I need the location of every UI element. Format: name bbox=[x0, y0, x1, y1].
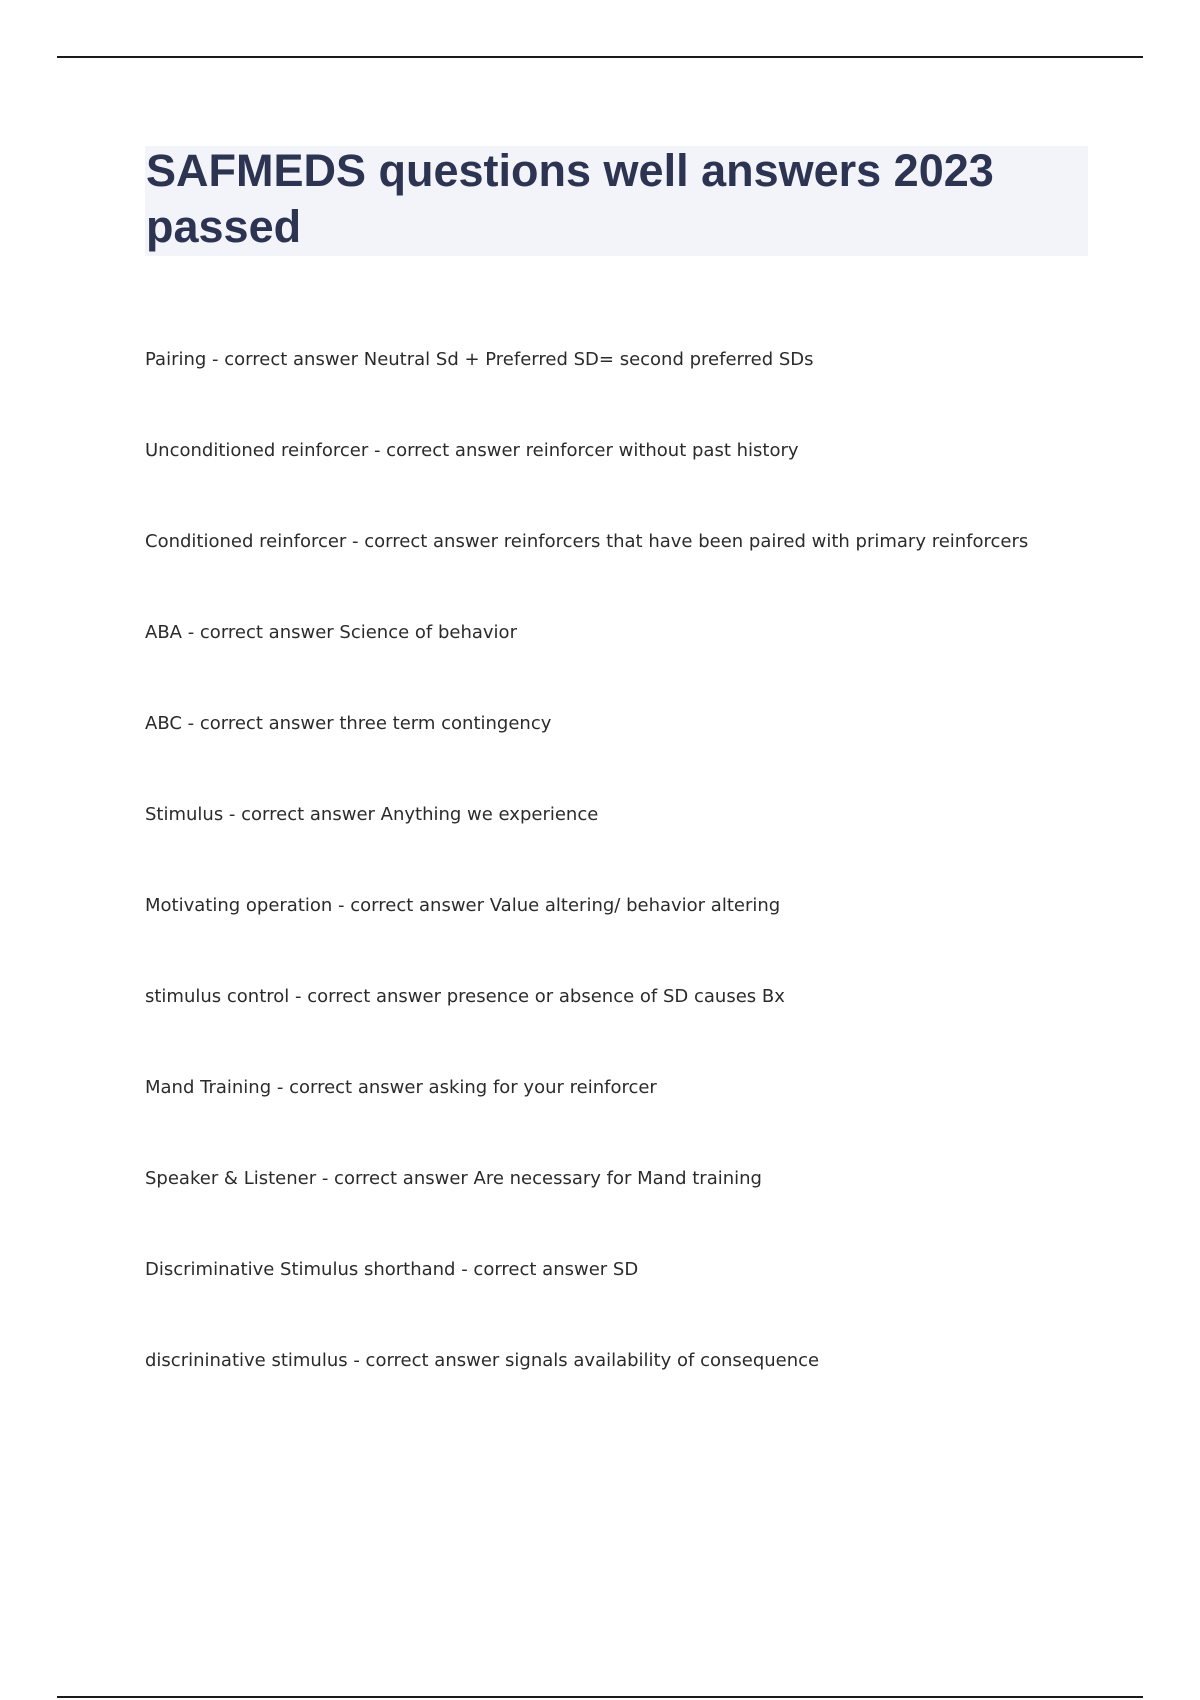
flashcard-entry-unconditioned-reinforcer: Unconditioned reinforcer - correct answer reinforcer without past history bbox=[145, 440, 799, 461]
flashcard-entry-aba: ABA - correct answer Science of behavior bbox=[145, 622, 517, 643]
flashcard-entry-abc: ABC - correct answer three term contingency bbox=[145, 713, 552, 734]
footer-rule bbox=[57, 1696, 1143, 1698]
flashcard-entry-stimulus: Stimulus - correct answer Anything we experience bbox=[145, 804, 599, 825]
document-title: SAFMEDS questions well answers 2023 passed bbox=[146, 145, 994, 252]
flashcard-entry-sd-shorthand: Discriminative Stimulus shorthand - correct answer SD bbox=[145, 1259, 639, 1280]
flashcard-entry-conditioned-reinforcer: Conditioned reinforcer - correct answer reinforcers that have been paired with primary reinforcers bbox=[145, 531, 1029, 552]
flashcard-entry-stimulus-control: stimulus control - correct answer presence or absence of SD causes Bx bbox=[145, 986, 785, 1007]
header-rule bbox=[57, 56, 1143, 58]
flashcard-entry-motivating-operation: Motivating operation - correct answer Value altering/ behavior altering bbox=[145, 895, 781, 916]
flashcard-entry-speaker-listener: Speaker & Listener - correct answer Are necessary for Mand training bbox=[145, 1168, 762, 1189]
flashcard-entry-pairing: Pairing - correct answer Neutral Sd + Preferred SD= second preferred SDs bbox=[145, 349, 814, 370]
flashcard-list bbox=[145, 344, 1145, 1436]
flashcard-entry-discriminative-stimulus: discrininative stimulus - correct answer signals availability of consequence bbox=[145, 1350, 820, 1371]
flashcard-entry-mand-training: Mand Training - correct answer asking for your reinforcer bbox=[145, 1077, 657, 1098]
